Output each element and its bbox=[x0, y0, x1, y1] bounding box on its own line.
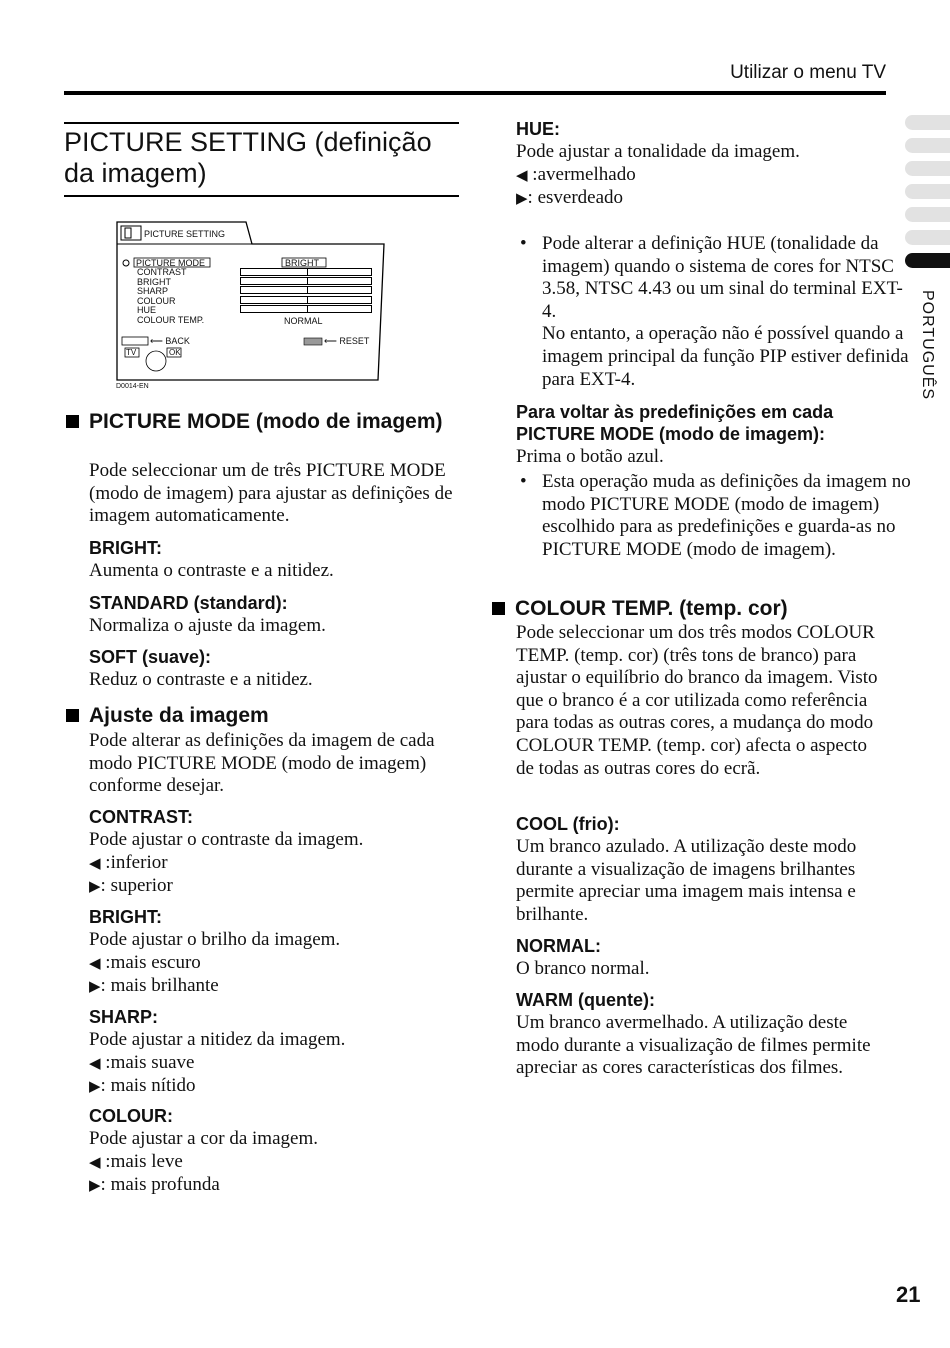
bright-mode-label: BRIGHT: bbox=[89, 538, 162, 558]
menu-item: COLOUR TEMP. bbox=[137, 315, 205, 325]
menu-mode-value: BRIGHT bbox=[285, 258, 320, 268]
menu-item: BRIGHT bbox=[137, 277, 172, 287]
header-rule bbox=[64, 91, 886, 95]
bright-text: Pode ajustar o brilho da imagem. ◀ :mais escuro ▶: mais brilhante bbox=[89, 929, 341, 997]
adjust-heading: Ajuste da imagem bbox=[64, 704, 484, 728]
menu-item: HUE bbox=[137, 305, 157, 315]
menu-slider bbox=[240, 277, 372, 285]
colour-label: COLOUR: bbox=[89, 1106, 173, 1126]
side-tab-bar bbox=[905, 115, 950, 130]
normal-label: NORMAL: bbox=[516, 936, 601, 956]
menu-tv-label: TV bbox=[126, 348, 137, 357]
menu-slider bbox=[240, 305, 372, 313]
standard-mode-text: Normaliza o ajuste da imagem. bbox=[89, 615, 326, 636]
page-title: PICTURE SETTING (definição da imagem) bbox=[64, 122, 459, 197]
running-header: Utilizar o menu TV bbox=[730, 62, 886, 83]
menu-item: CONTRAST bbox=[137, 267, 187, 277]
normal-text: O branco normal. bbox=[516, 958, 650, 979]
side-tab-bar bbox=[905, 184, 950, 199]
reset-note: • Esta operação muda as definições da imagem no modo PICTURE MODE (modo de imagem) escolhido para as predefinições e guarda-as no PICTURE MODE (modo de imagem). bbox=[520, 471, 911, 560]
menu-item: COLOUR bbox=[137, 296, 176, 306]
menu-tab-label: PICTURE SETTING bbox=[144, 229, 226, 239]
cool-text: Um branco azulado. A utilização deste modo durante a visualização de imagens brilhantes permite apreciar uma imagem mais intensa e brilhante. bbox=[516, 836, 857, 925]
adjust-text: Pode alterar as definições da imagem de cada modo PICTURE MODE (modo de imagem) conforme desejar. bbox=[89, 730, 435, 797]
menu-ok-label: OK bbox=[169, 348, 181, 357]
figure-code: D0014-EN bbox=[116, 383, 149, 390]
menu-reset-label: ⟵ RESET bbox=[324, 336, 370, 346]
contrast-text: Pode ajustar o contraste da imagem. ◀ :inferior ▶: superior bbox=[89, 829, 364, 897]
language-label: PORTUGUÊS bbox=[919, 290, 936, 401]
hue-text: Pode ajustar a tonalidade da imagem. ◀ :avermelhado ▶: esverdeado bbox=[516, 141, 800, 209]
picture-mode-heading: PICTURE MODE (modo de imagem) bbox=[64, 410, 484, 434]
menu-back-label: ⟵ BACK bbox=[150, 336, 190, 346]
bright-mode-text: Aumenta o contraste e a nitidez. bbox=[89, 560, 334, 581]
menu-temp-value: NORMAL bbox=[284, 316, 323, 326]
menu-item: SHARP bbox=[137, 286, 169, 296]
reset-text: Prima o botão azul. bbox=[516, 446, 664, 467]
menu-item: PICTURE MODE bbox=[136, 258, 206, 268]
colour-temp-text: Pode seleccionar um dos três modos COLOUR TEMP. (temp. cor) (três tons de branco) para ajustar o equilíbrio do branco da imagem. Visto que o branco é a cor utilizada como referência para todas as outras cores, a mudança do modo COLOUR TEMP. (temp. cor) afecta o aspecto de todas as outras cores do ecrã. bbox=[516, 622, 878, 779]
reset-label: Para voltar às predefinições em cada PICTURE MODE (modo de imagem): bbox=[516, 402, 834, 444]
standard-mode-label: STANDARD (standard): bbox=[89, 593, 288, 613]
warm-label: WARM (quente): bbox=[516, 990, 655, 1010]
colour-text: Pode ajustar a cor da imagem. ◀ :mais leve ▶: mais profunda bbox=[89, 1128, 318, 1196]
menu-screen-illustration bbox=[116, 220, 386, 395]
side-tab-bar bbox=[905, 207, 950, 222]
menu-slider bbox=[240, 296, 372, 304]
cool-label: COOL (frio): bbox=[516, 814, 620, 834]
soft-mode-label: SOFT (suave): bbox=[89, 647, 212, 667]
hue-label: HUE: bbox=[516, 119, 560, 139]
sharp-label: SHARP: bbox=[89, 1007, 159, 1027]
picture-mode-text: Pode seleccionar um de três PICTURE MODE (modo de imagem) para ajustar as definições de imagem automaticamente. bbox=[89, 460, 453, 527]
side-tab-bar bbox=[905, 161, 950, 176]
page-number: 21 bbox=[896, 1282, 921, 1307]
menu-slider bbox=[240, 268, 372, 276]
warm-text: Um branco avermelhado. A utilização deste modo durante a visualização de filmes permite apreciar as cores características dos filmes. bbox=[516, 1012, 871, 1079]
soft-mode-text: Reduz o contraste e a nitidez. bbox=[89, 669, 313, 690]
bright-label: BRIGHT: bbox=[89, 907, 162, 927]
colour-temp-heading: COLOUR TEMP. (temp. cor) bbox=[490, 597, 911, 621]
hue-note: • Pode alterar a definição HUE (tonalidade da imagem) quando o sistema de cores for NTSC 3.58, NTSC 4.43 ou um sinal do terminal EXT-4. No entanto, a operação não é possível quando a imagem principal da função PIP estiver definida para EXT-4. bbox=[520, 233, 909, 390]
menu-slider bbox=[240, 286, 372, 294]
side-tab-bar bbox=[905, 138, 950, 153]
sharp-text: Pode ajustar a nitidez da imagem. ◀ :mais suave ▶: mais nítido bbox=[89, 1029, 346, 1097]
contrast-label: CONTRAST: bbox=[89, 807, 193, 827]
